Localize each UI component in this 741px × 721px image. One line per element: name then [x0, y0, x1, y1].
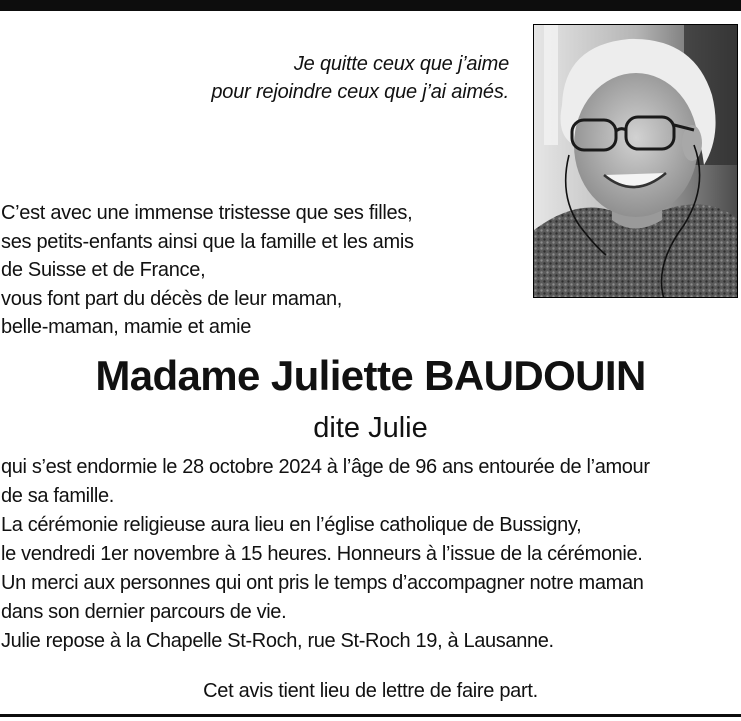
body-line: Julie repose à la Chapelle St-Roch, rue St-Roch 19, à Lausanne.: [1, 630, 554, 652]
epigraph-line: Je quitte ceux que j’aime: [293, 53, 509, 75]
top-border-rule: [0, 0, 741, 11]
body-line: Un merci aux personnes qui ont pris le temps d’accompagner notre maman: [1, 572, 644, 594]
epigraph-quote: [211, 50, 509, 106]
deceased-nickname: dite Julie: [313, 412, 428, 444]
body-line: le vendredi 1er novembre à 15 heures. Honneurs à l’issue de la cérémonie.: [1, 543, 643, 565]
deceased-name: Madame Juliette BAUDOUIN: [95, 352, 646, 399]
bottom-border-rule: [0, 714, 741, 717]
intro-line: vous font part du décès de leur maman,: [1, 287, 343, 310]
portrait-photo: [533, 24, 738, 298]
body-line: de sa famille.: [1, 485, 114, 507]
intro-line: C’est avec une immense tristesse que ses filles,: [1, 202, 413, 224]
closing-note: Cet avis tient lieu de lettre de faire part.: [203, 680, 538, 702]
body-line: dans son dernier parcours de vie.: [1, 601, 287, 623]
announcement-body: [1, 453, 650, 656]
announcement-intro: [1, 199, 414, 342]
body-line: La cérémonie religieuse aura lieu en l’église catholique de Bussigny,: [1, 514, 582, 536]
epigraph-line: pour rejoindre ceux que j’ai aimés.: [211, 81, 509, 103]
intro-line: de Suisse et de France,: [1, 259, 206, 281]
intro-line: belle-maman, mamie et amie: [1, 316, 252, 338]
body-line: qui s’est endormie le 28 octobre 2024 à l’âge de 96 ans entourée de l’amour: [1, 456, 650, 478]
intro-line: ses petits-enfants ainsi que la famille et les amis: [1, 230, 414, 253]
